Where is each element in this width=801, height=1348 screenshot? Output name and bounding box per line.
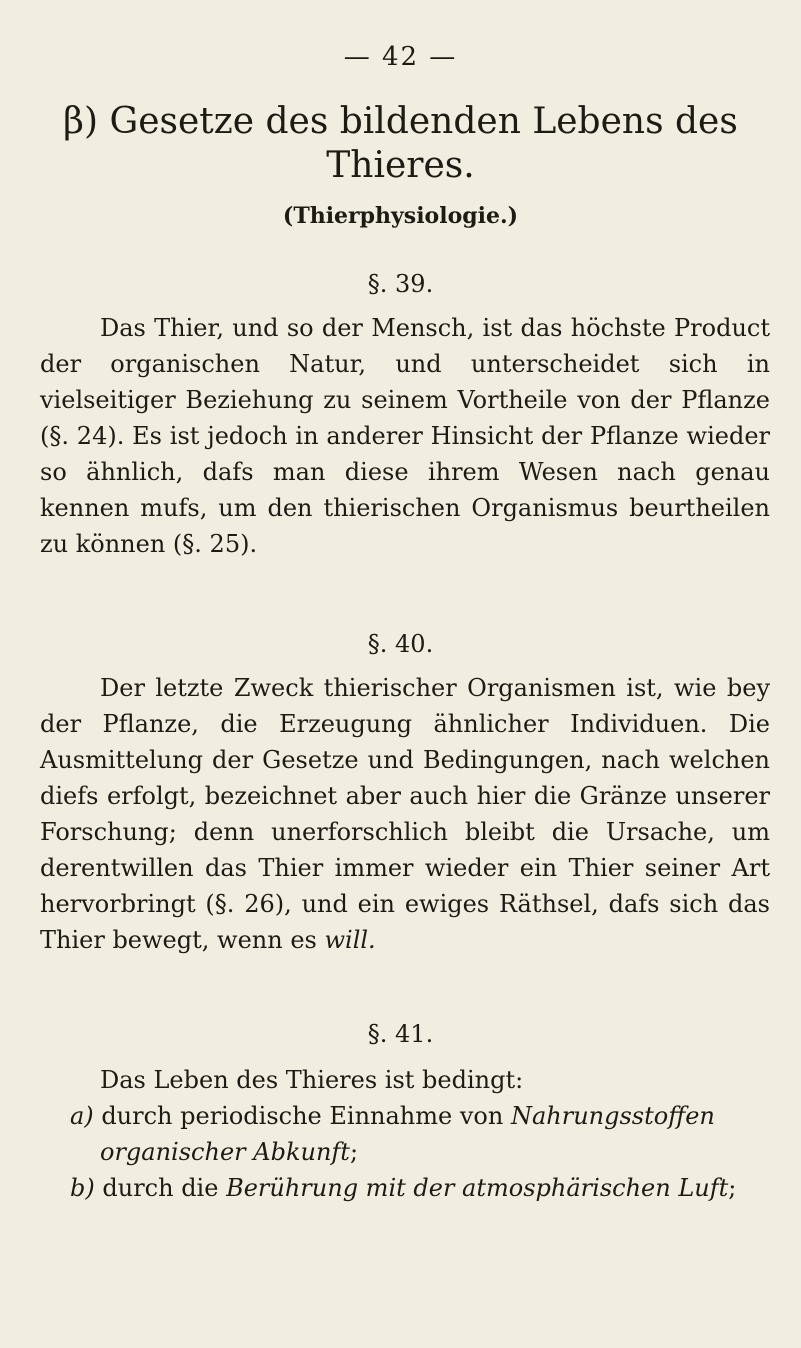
list-item-suffix: ;	[728, 1174, 737, 1202]
list-item-emphasis: Berührung mit der atmosphärischen Luft	[226, 1174, 729, 1202]
list-item-text: durch die	[102, 1174, 219, 1202]
section-number-39: §. 39.	[367, 270, 434, 298]
list-item-a	[40, 1098, 770, 1170]
paragraph-39: Das Thier, und so der Mensch, ist das höchste Product der organischen Natur, und unterscheidet sich in vielseitiger Beziehung zu seinem Vortheile von der Pflanze (§. 24). Es ist jedoch in anderer Hinsicht der Pflanze wieder so ähnlich, dafs man diese ihrem Wesen nach genau kennen mufs, um den thierischen Organismus beurtheilen zu können (§. 25).	[40, 314, 770, 558]
paragraph-40-text: Der letzte Zweck thierischer Organismen ist, wie bey der Pflanze, die Erzeugung ähnlicher Individuen. Die Ausmittelung der Gesetze und Bedingungen, nach welchen diefs erfolgt, bezeichnet aber auch hier die Gränze unserer Forschung; denn unerforschlich bleibt die Ursache, um derentwillen das Thier immer wieder ein Thier seiner Art hervorbringt (§. 26), und ein ewiges Räthsel, dafs sich das Thier bewegt, wenn es	[40, 674, 770, 954]
paragraph-40	[40, 670, 770, 958]
section-heading	[0, 100, 801, 188]
heading-line-1: β) Gesetze des bildenden Lebens des	[63, 101, 738, 142]
list-item-label: b)	[70, 1174, 95, 1202]
page-number: — 42 —	[343, 42, 458, 72]
list-item-suffix: ;	[349, 1138, 359, 1166]
list-item-text: durch periodische Einnahme von	[101, 1102, 504, 1130]
section-number-40: §. 40.	[367, 630, 434, 658]
heading-line-2: Thieres.	[326, 145, 475, 186]
paragraph-40-emphasis: will.	[324, 926, 376, 954]
paragraph-41-intro: Das Leben des Thieres ist bedingt:	[100, 1066, 524, 1094]
list-item-label: a)	[70, 1102, 94, 1130]
section-number-41: §. 41.	[367, 1020, 434, 1048]
subheading: (Thierphysiologie.)	[282, 203, 519, 229]
list-item-emphasis: Nahrungsstoffen organischer Abkunft	[100, 1102, 715, 1166]
list-item-b	[40, 1170, 770, 1206]
